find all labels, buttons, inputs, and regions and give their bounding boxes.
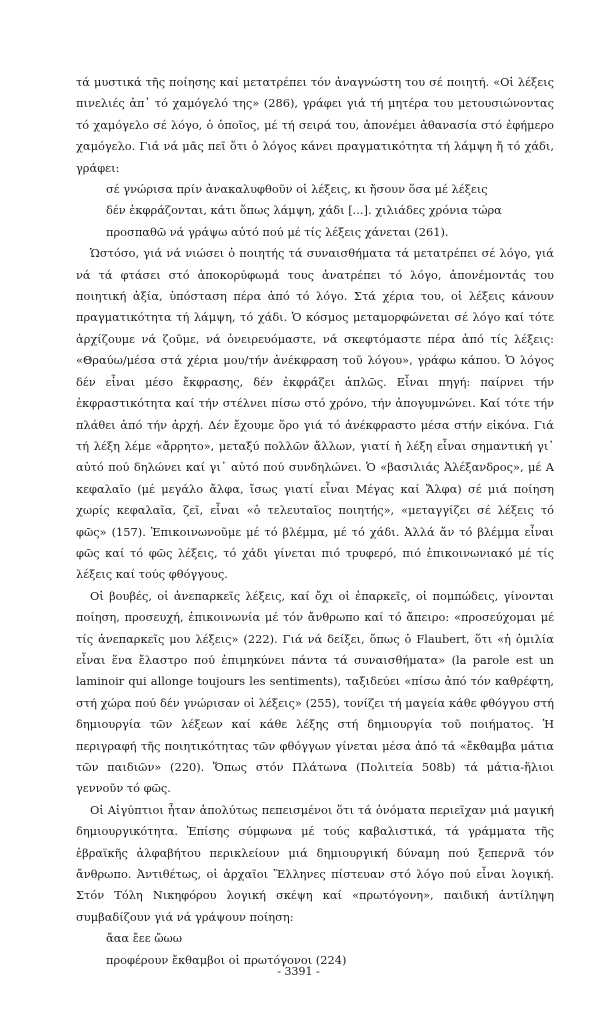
poem-quote-1 [76,179,554,243]
paragraph-2: Ὡστόσο, γιά νά νιώσει ὁ ποιητής τά συναισθήματα τά μετατρέπει σέ λόγο, γιά νά τά φτάσει στό ἀποκορύφωμά τους ἀνατρέπει τό λόγο, ἀπονέμοντάς του ποιητική ἀξία, ὑπόσταση πέρα ἀπό τό λόγο. Στά χέρια του, οἱ λέξεις κάνουν πραγματικότητα τή λάμψη, τό χάδι. Ὁ κόσμος μεταμορφώνεται σέ λόγο καί τότε ἀρχίζουμε νά ζοῦμε, νά ὀνειρευόμαστε, νά σκεφτόμαστε πέρα ἀπό τίς λέξεις: «Θραύω/μέσα στά χέρια μου/τήν ἀνέκφραση τοῦ λόγου», γράφω κάπου. Ὁ λόγος δέν εἶναι μέσο ἔκφρασης, δέν ἐκφράζει ἁπλῶς. Εἶναι πηγή: παίρνει τήν ἐκφραστικότητα καί τήν στέλνει πίσω στό χρόνο, τήν ἀπογυμνώνει. Καί τότε τήν πλάθει ἀπό τήν ἀρχή. Δέν ἔχουμε ὅρο γιά τό ἀνέκφραστο μέσα στήν εἰκόνα. Γιά τή λέξη λέμε «ἄρρητο», μεταξύ πολλῶν ἄλλων, γιατί ἡ λέξη εἶναι σημαντική γι᾽ αὐτό πού δηλώνει καί γι᾽ αὐτό πού συνδηλώνει. Ὁ «βασιλιάς Ἀλέξανδρος», μέ Α κεφαλαῖο (μέ μεγάλο ἄλφα, ἴσως γιατί εἶναι Μέγας καί Ἄλφα) σέ μιά ποίηση χωρίς κεφαλαῖα, ζεῖ, εἶναι «ὁ τελευταῖος ποιητής», «μεταγγίζει σέ λέξεις τό φῶς» (157). Ἐπικοινωνοῦμε μέ τό βλέμμα, μέ τό χάδι. Ἀλλά ἄν τό βλέμμα εἶναι φῶς καί τό φῶς λέξεις, τό χάδι γίνεται πιό τρυφερό, πιό ἐπικοινωνιακό μέ τίς λέξεις καί τούς φθόγγους. [76,246,554,582]
page-number: - 3391 - [277,965,320,978]
paragraph-1: τά μυστικά τῆς ποίησης καί μετατρέπει τόν ἀναγνώστη του σέ ποιητή. «Οἱ λέξεις πινελιές ἀπ᾽ τό χαμόγελό της» (286), γράφει γιά τή μητέρα του μετουσιώνοντας τό χαμόγελο σέ λόγο, ὁ ὁποῖος, μέ τή σειρά του, ἀπονέμει ἀθανασία στό ἐφήμερο χαμόγελο. Γιά νά μᾶς πεῖ ὅτι ὁ λόγος κάνει πραγματικότητα τή λάμψη ἤ τό χάδι, γράφει: [76,75,554,175]
paragraph-3: Οἱ βουβές, οἱ ἀνεπαρκεῖς λέξεις, καί ὄχι οἱ ἐπαρκεῖς, οἱ πομπώδεις, γίνονται ποίηση, προσευχή, ἐπικοινωνία μέ τόν ἄνθρωπο καί τό ἄπειρο: «προσεύχομαι μέ τίς ἀνεπαρκεῖς μου λέξεις» (222). Γιά νά δείξει, ὅπως ὁ Flaubert, ὅτι «ἡ ὁμιλία εἶναι ἕνα ἔλαστρο πού ἐπιμηκύνει πάντα τά συναισθήματα» (la parole est un laminoir qui allonge toujours les sentiments), ταξιδεύει «πίσω ἀπό τόν καθρέφτη, στή χώρα πού δέν γνώρισαν οἱ λέξεις» (255), τονίζει τή μαγεία κάθε φθόγγου στή δημιουργία τῶν λέξεων καί κάθε λέξης στή δημιουργία τοῦ ποιήματος. Ἡ περιγραφή τῆς ποιητικότητας τῶν φθόγγων γίνεται μέσα ἀπό τά «ἔκθαμβα μάτια τῶν παιδιῶν» (220). Ὅπως στόν Πλάτωνα (Πολιτεία 508b) τά μάτια-ἥλιοι γεννοῦν τό φῶς. [76,588,554,796]
paragraph-4: Οἱ Αἰγύπτιοι ἦταν ἀπολύτως πεπεισμένοι ὅτι τά ὀνόματα περιεῖχαν μιά μαγική δημιουργικότητα. Ἐπίσης σύμφωνα μέ τούς καβαλιστικά, τά γράμματα τῆς ἑβραϊκῆς ἀλφαβήτου περικλείουν μιά δημιουργική δύναμη πού ξεπερνᾶ τόν ἄνθρωπο. Ἀντιθέτως, οἱ ἀρχαῖοι Ἕλληνες πίστευαν στό λόγο πού εἶναι λογική. Στόν Τόλη Νικηφόρου λογική σκέψη καί «πρωτόγονη», παιδική ἀντίληψη συμβαδίζουν γιά νά γράψουν ποίηση: [76,802,554,924]
quote-line: δέν ἐκφράζονται, κάτι ὅπως λάμψη, χάδι [...]. χιλιάδες χρόνια τώρα [106,203,502,218]
quote-line: προφέρουν ἔκθαμβοι οἱ πρωτόγονοι (224) [106,952,347,967]
quote-line: προσπαθῶ νά γράψω αὐτό πού μέ τίς λέξεις χάνεται (261). [106,224,449,239]
body-text [76,72,554,971]
quote-line: ἄαα ἔεε ὤωω [106,931,183,946]
quote-line: σέ γνώρισα πρίν ἀνακαλυφθοῦν οἱ λέξεις, κι ἤσουν ὅσα μέ λέξεις [106,182,488,197]
